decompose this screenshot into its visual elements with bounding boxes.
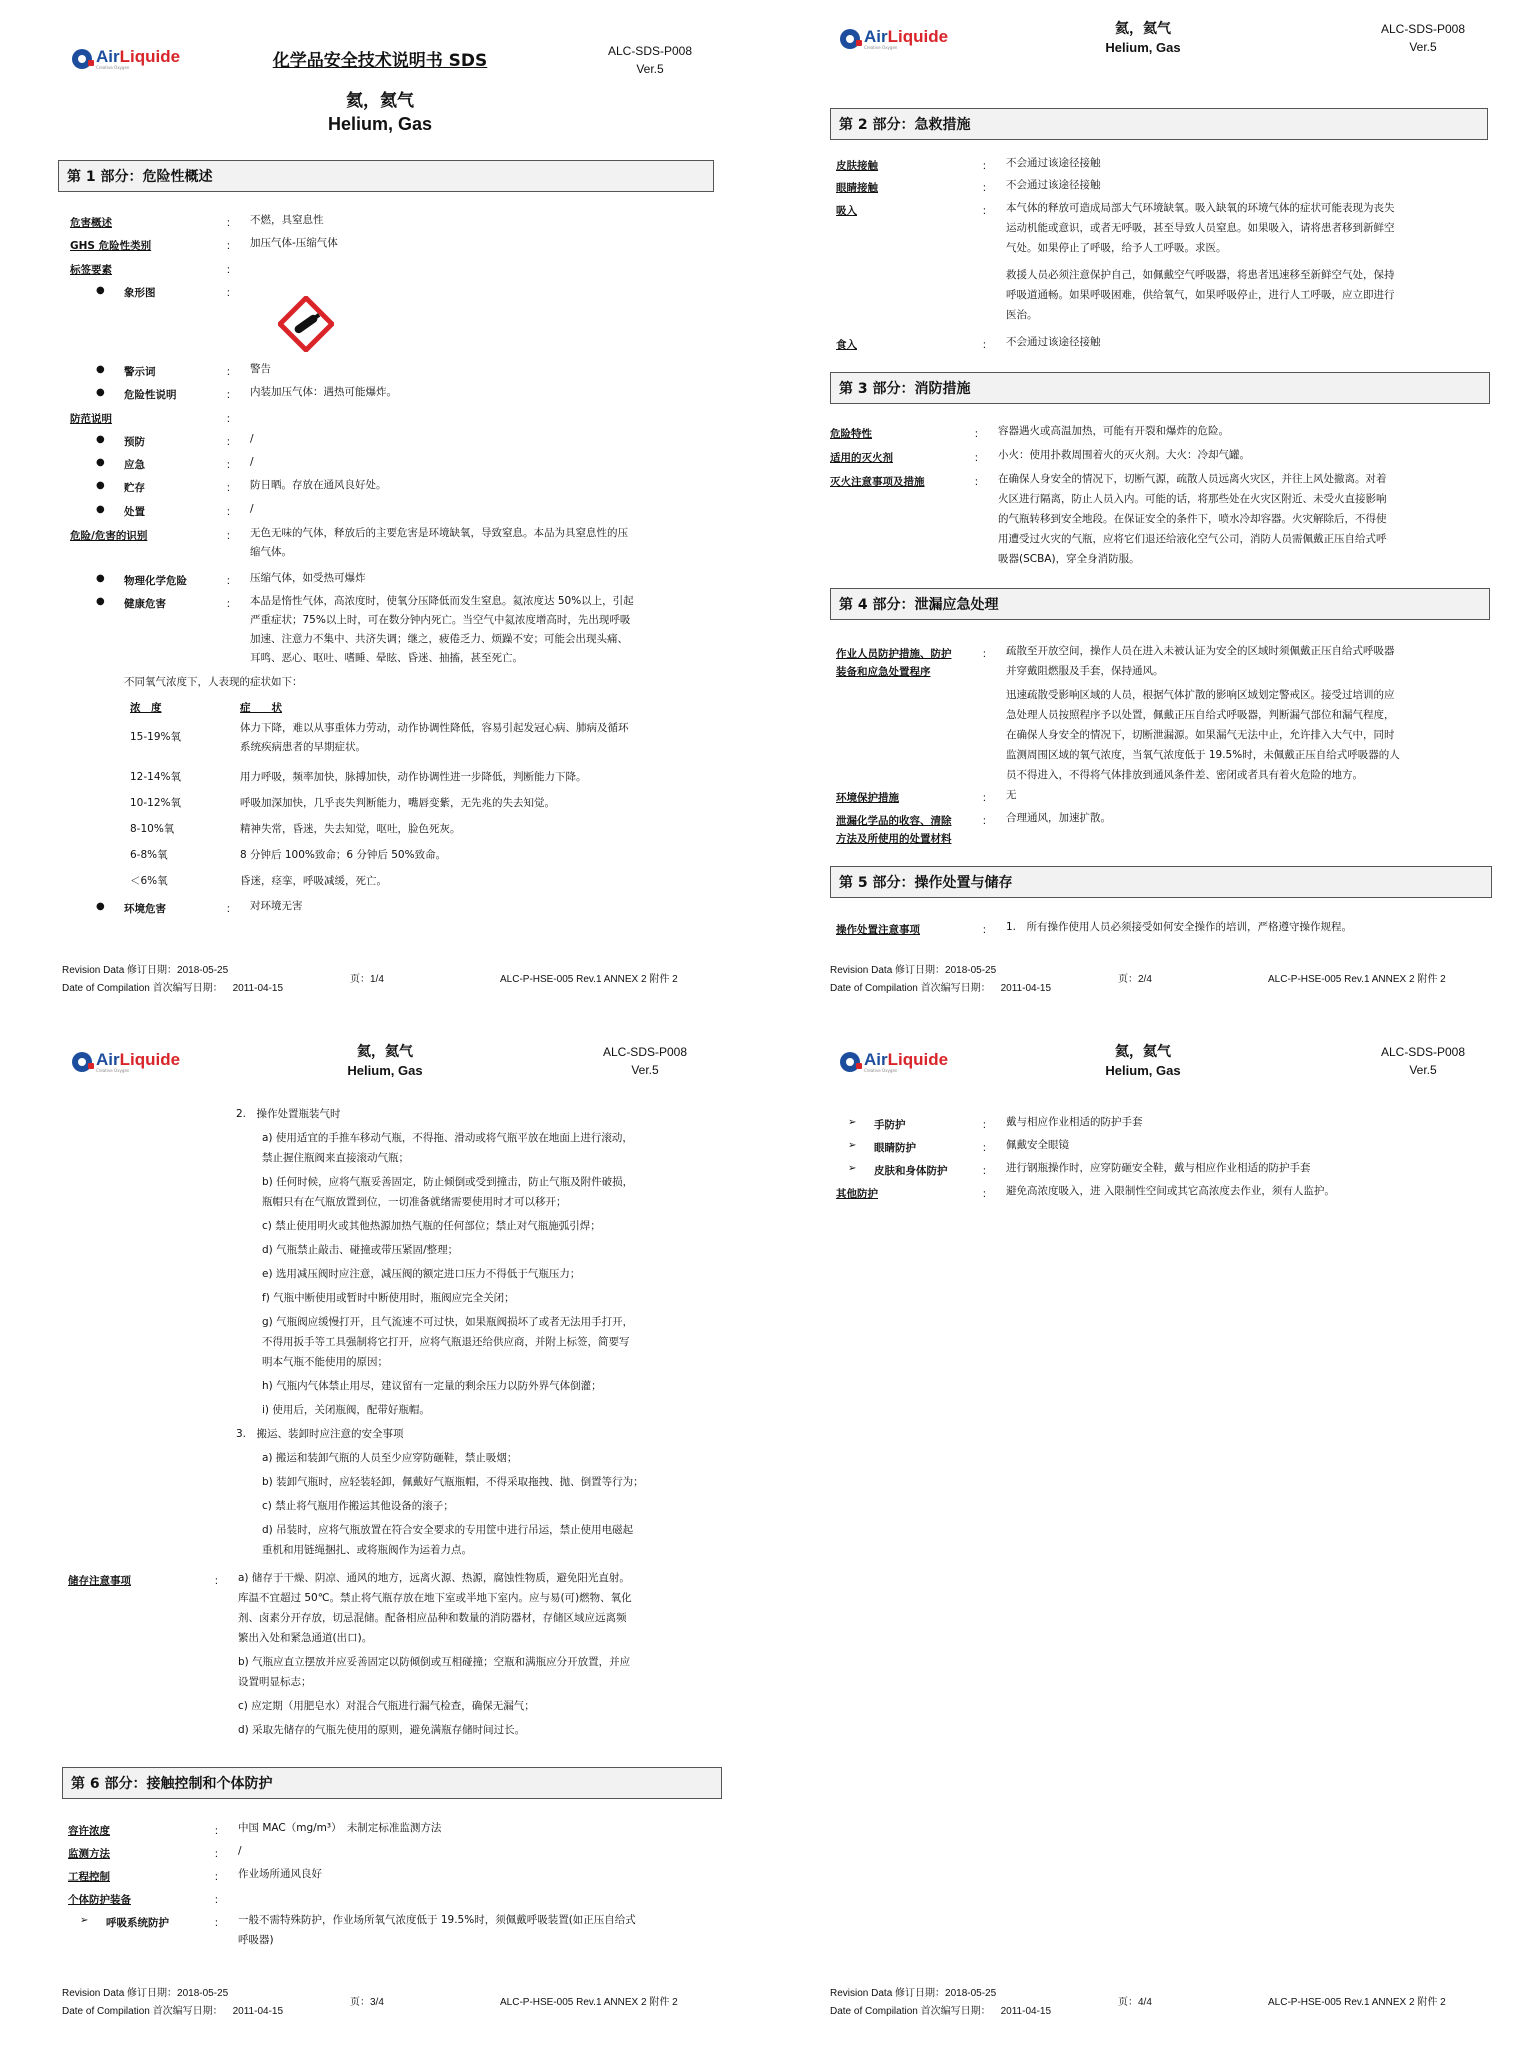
comp-date: 2011-04-15: [232, 2006, 284, 2017]
colon: ：: [226, 598, 237, 610]
physchem-value: 压缩气体，如受热可爆炸: [250, 572, 366, 584]
colon: ：: [226, 240, 237, 252]
handling-item-2: 2. 操作处置瓶装气时: [236, 1108, 341, 1120]
response-value: /: [250, 456, 254, 468]
personal-precaution-line-6: 监测周围区域的氧气浓度，当氧气浓度低于 19.5%时，未佩戴正压自给式呼吸器的人: [1006, 749, 1400, 761]
footer-annex: ALC-P-HSE-005 Rev.1 ANNEX 2 附件 2: [500, 974, 678, 985]
arrow-bullet-icon: ➢: [80, 1915, 89, 1926]
physchem-label: 物理化学危险: [124, 575, 187, 587]
handling-3d-cont: 重机和用链绳捆扎、或将瓶阀作为运着力点。: [262, 1544, 472, 1556]
colon: ：: [214, 1825, 225, 1837]
rev-date: 2018-05-25: [945, 1988, 997, 1999]
hand-protection-label: 手防护: [874, 1119, 906, 1131]
eye-protection-label: 眼睛防护: [874, 1142, 916, 1154]
storage-label: 贮存: [124, 482, 145, 494]
bullet-icon: ●: [96, 387, 105, 398]
handling-2a-cont: 禁止握住瓶阀来直接滚动气瓶；: [262, 1152, 409, 1164]
arrow-bullet-icon: ➢: [848, 1117, 857, 1128]
prevention-value: /: [250, 433, 254, 445]
inhalation-label: 吸入: [836, 205, 857, 217]
logo-mark-icon: [840, 29, 860, 49]
arrow-bullet-icon: ➢: [848, 1163, 857, 1174]
storage-a-cont2: 剂、卤素分开存放，切忌混储。配备相应品种和数量的消防器材，存储区域应远离频: [238, 1612, 627, 1624]
oxygen-symptom: 8 分钟后 100%致命；6 分钟后 50%致命。: [240, 849, 447, 861]
oxygen-conc: 6-8%氧: [130, 849, 168, 861]
footer-dates: [62, 962, 283, 998]
other-protection-value: 避免高浓度吸入，进 入限制性空间或其它高浓度去作业，须有人监护。: [1006, 1185, 1335, 1197]
engineering-control-value: 作业场所通风良好: [238, 1868, 322, 1880]
ingestion-value: 不会通过该途径接触: [1006, 336, 1101, 348]
storage-a-cont3: 繁出入处和紧急通道(出口)。: [238, 1632, 373, 1644]
colon: ：: [974, 452, 985, 464]
environment-hazard-label: 环境危害: [124, 903, 166, 915]
doc-version: Ver.5: [1409, 1063, 1437, 1077]
colon: ：: [974, 428, 985, 440]
identification-label: 危险/危害的识别: [70, 530, 148, 542]
bullet-icon: ●: [96, 457, 105, 468]
hazard-value: 不燃，具窒息性: [250, 214, 324, 226]
personal-precaution-line-1: 疏散至开放空间，操作人员在进入未被认证为安全的区域时须佩戴正压自给式呼吸器: [1006, 645, 1395, 657]
other-protection-label: 其他防护: [836, 1188, 878, 1200]
air-liquide-logo: [840, 28, 948, 50]
page-number: 页：2/4: [1118, 974, 1152, 985]
oxygen-symptom: 体力下降，难以从事重体力劳动，动作协调性降低，容易引起发冠心病、肺病及循环: [240, 722, 629, 734]
signal-word-label: 警示词: [124, 366, 156, 378]
skin-contact-value: 不会通过该途径接触: [1006, 157, 1101, 169]
inhalation-line-3: 气处。如果停止了呼吸，给予人工呼吸。求医。: [1006, 242, 1227, 254]
logo-mark-icon: [72, 1052, 92, 1072]
pictogram-label: 象形图: [124, 287, 156, 299]
ghs-label: GHS 危险性类别: [70, 240, 152, 252]
colon: ：: [226, 413, 237, 425]
firefighting-line-2: 火区进行隔离，防止人员入内。可能的话，将那些处在火灾区附近、未受火直接影响: [998, 493, 1387, 505]
doc-title-en: Helium, Gas: [1105, 1063, 1181, 1078]
comp-date: 2011-04-15: [1000, 983, 1052, 994]
ingestion-label: 食入: [836, 339, 857, 351]
page-number: 页：1/4: [350, 974, 384, 985]
respiratory-line-1: 一般不需特殊防护，作业场所氧气浓度低于 19.5%时，须佩戴呼吸装置(如正压自给式: [238, 1914, 636, 1926]
respiratory-label: 呼吸系统防护: [106, 1917, 169, 1929]
response-label: 应急: [124, 459, 145, 471]
doc-title-en: Helium, Gas: [327, 114, 433, 134]
handling-2d: d) 气瓶禁止敲击、碰撞或带压紧固/整理；: [262, 1244, 459, 1256]
handling-item-3: 3. 搬运、装卸时应注意的安全事项: [236, 1428, 404, 1440]
eye-contact-label: 眼睛接触: [836, 182, 878, 194]
respiratory-line-2: 呼吸器): [238, 1934, 274, 1946]
handling-2g: g) 气瓶阀应缓慢打开，且气流速不可过快，如果瓶阀损坏了或者无法用手打开，: [262, 1316, 634, 1328]
brand-name-a: Air: [96, 47, 120, 66]
oxygen-conc: ＜6%氧: [130, 875, 168, 887]
rev-date: 2018-05-25: [177, 965, 229, 976]
colon: ：: [982, 1165, 993, 1177]
handling-2g-cont: 不得用扳手等工具强制将它打开，应将气瓶退还给供应商，并附上标签，简要写: [262, 1336, 630, 1348]
doc-title-cn: 氦，氦气: [357, 1044, 413, 1060]
exposure-limit-label: 容许浓度: [68, 1825, 110, 1837]
colon: ：: [982, 1142, 993, 1154]
handling-3a: a) 搬运和装卸气瓶的人员至少应穿防砸鞋，禁止吸烟；: [262, 1452, 518, 1464]
signal-word-value: 警告: [250, 363, 271, 375]
health-line-2: 严重症状；75%以上时，可在数分钟内死亡。当空气中氦浓度增高时，先出现呼吸: [250, 614, 631, 626]
inhalation-line-5: 呼吸道通畅。如果呼吸困难，供给氧气，如果呼吸停止，进行人工呼吸，应立即进行: [1006, 289, 1395, 301]
eye-protection-value: 佩戴安全眼镜: [1006, 1139, 1069, 1151]
fire-danger-label: 危险特性: [830, 428, 872, 440]
health-hazard-label: 健康危害: [124, 598, 166, 610]
hazard-label: 危害概述: [70, 217, 112, 229]
page-number: 页：3/4: [350, 1997, 384, 2008]
brand-name-b: Liquide: [119, 47, 181, 66]
firefighting-line-4: 用遭受过火灾的气瓶，应将它们退还给液化空气公司，消防人员需佩戴正压自给式呼: [998, 533, 1387, 545]
exposure-limit-value: 中国 MAC（mg/m³） 未制定标准监测方法: [238, 1822, 442, 1834]
brand-tagline: Creative Oxygen: [96, 1068, 130, 1073]
air-liquide-logo: [72, 1051, 180, 1073]
hazard-statement-label: 危险性说明: [124, 389, 177, 401]
prevention-label: 预防: [124, 436, 145, 448]
section-1-header: 第 1 部分：危险性概述: [58, 160, 714, 192]
air-liquide-logo: [72, 48, 180, 70]
personal-precaution-line-5: 在确保人身安全的情况下，切断泄漏源。如果漏气无法中止，允许排入大气中，同时: [1006, 729, 1395, 741]
colon: ：: [982, 924, 993, 936]
doc-code: ALC-SDS-P008: [1380, 1045, 1466, 1059]
handling-3d: d) 吊装时，应将气瓶放置在符合安全要求的专用筐中进行吊运，禁止使用电磁起: [262, 1524, 634, 1536]
doc-version: Ver.5: [636, 62, 664, 76]
containment-label-2: 方法及所使用的处置材料: [836, 833, 952, 845]
colon: ：: [226, 459, 237, 471]
handling-2f: f) 气瓶中断使用或暂时中断使用时，瓶阀应完全关闭；: [262, 1292, 515, 1304]
colon: ：: [226, 389, 237, 401]
doc-title-main: 化学品安全技术说明书 SDS: [272, 51, 488, 71]
brand-name-a: Air: [96, 1050, 120, 1069]
rev-label: Revision Data 修订日期：: [62, 1988, 178, 1999]
air-liquide-logo: [840, 1051, 948, 1073]
handling-2i: i) 使用后，关闭瓶阀，配带好瓶帽。: [262, 1404, 430, 1416]
oxygen-col-header-conc: 浓 度: [130, 702, 162, 714]
rev-label: Revision Data 修订日期：: [830, 965, 946, 976]
doc-id-block: [580, 1043, 710, 1079]
gas-cylinder-pictogram-icon: [278, 296, 334, 352]
health-line-1: 本品是惰性气体，高浓度时，使氧分压降低而发生窒息。氦浓度达 50%以上，引起: [250, 595, 634, 607]
doc-id-block: [1358, 20, 1488, 56]
handling-2h: h) 气瓶内气体禁止用尽，建议留有一定量的剩余压力以防外界气体倒灌；: [262, 1380, 602, 1392]
eye-contact-value: 不会通过该途径接触: [1006, 179, 1101, 191]
colon: ：: [214, 1871, 225, 1883]
page-number: 页：4/4: [1118, 1997, 1152, 2008]
firefighting-line-1: 在确保人身安全的情况下，切断气源，疏散人员远离火灾区，并往上风处撤离。对着: [998, 473, 1387, 485]
colon: ：: [226, 903, 237, 915]
doc-title-en: Helium, Gas: [1105, 40, 1181, 55]
personal-precaution-label-1: 作业人员防护措施、防护: [836, 648, 952, 660]
handling-item-1: 1. 所有操作使用人员必须接受如何安全操作的培训，严格遵守操作规程。: [1006, 921, 1353, 933]
colon: ：: [982, 1119, 993, 1131]
oxygen-conc: 15-19%氧: [130, 731, 181, 743]
rev-label: Revision Data 修订日期：: [830, 1988, 946, 1999]
bullet-icon: ●: [96, 434, 105, 445]
storage-precaution-label: 储存注意事项: [68, 1575, 131, 1587]
oxygen-conc: 8-10%氧: [130, 823, 175, 835]
colon: ：: [226, 482, 237, 494]
brand-name-b: Liquide: [887, 1050, 949, 1069]
engineering-control-label: 工程控制: [68, 1871, 110, 1883]
section-4-header: 第 4 部分：泄漏应急处理: [830, 588, 1490, 620]
health-line-3: 加速、注意力不集中、共济失调；继之，疲倦乏力、烦躁不安；可能会出现头痛、: [250, 633, 628, 645]
storage-b: b) 气瓶应直立摆放并应妥善固定以防倾倒或互相碰撞；空瓶和满瓶应分开放置，并应: [238, 1656, 631, 1668]
inhalation-line-4: 救援人员必须注意保护自己，如佩戴空气呼吸器，将患者迅速移至新鲜空气处，保持: [1006, 269, 1395, 281]
inhalation-line-2: 运动机能或意识，或者无呼吸，甚至导致人员窒息。如果吸入，请将患者移到新鲜空: [1006, 222, 1395, 234]
identification-value-1: 无色无味的气体，释放后的主要危害是环境缺氧，导致窒息。本品为具窒息性的压: [250, 527, 628, 539]
environment-hazard-value: 对环境无害: [250, 900, 303, 912]
handling-2a: a) 使用适宜的手推车移动气瓶，不得拖、滑动或将气瓶平放在地面上进行滚动，: [262, 1132, 633, 1144]
oxygen-symptom: 呼吸加深加快，几乎丧失判断能力，嘴唇变紫，无先兆的失去知觉。: [240, 797, 555, 809]
colon: ：: [226, 217, 237, 229]
brand-name-b: Liquide: [887, 27, 949, 46]
arrow-bullet-icon: ➢: [848, 1140, 857, 1151]
colon: ：: [974, 476, 985, 488]
precaution-label: 防范说明: [70, 413, 112, 425]
firefighting-line-3: 的气瓶转移到安全地段。在保证安全的条件下，喷水冷却容器。火灾解除后，不得使: [998, 513, 1387, 525]
comp-label: Date of Compilation 首次编写日期：: [62, 983, 223, 994]
doc-version: Ver.5: [631, 1063, 659, 1077]
doc-code: ALC-SDS-P008: [1380, 22, 1466, 36]
bullet-icon: ●: [96, 480, 105, 491]
brand-tagline: Creative Oxygen: [96, 65, 130, 70]
oxygen-symptom: 用力呼吸，频率加快，脉搏加快，动作协调性进一步降低，判断能力下降。: [240, 771, 587, 783]
brand-tagline: Creative Oxygen: [864, 45, 898, 50]
hazard-statement-value: 内装加压气体：遇热可能爆炸。: [250, 386, 397, 398]
colon: ：: [226, 530, 237, 542]
env-protection-value: 无: [1006, 789, 1017, 801]
rev-date: 2018-05-25: [177, 1988, 229, 1999]
footer-dates: [830, 1985, 1051, 2021]
doc-version: Ver.5: [1409, 40, 1437, 54]
env-protection-label: 环境保护措施: [836, 792, 899, 804]
doc-title-en: Helium, Gas: [347, 1063, 423, 1078]
comp-date: 2011-04-15: [232, 983, 284, 994]
page-1: [0, 0, 768, 1023]
storage-value: 防日晒。存放在通风良好处。: [250, 479, 387, 491]
page-3: [0, 1023, 768, 2046]
handling-2c: c) 禁止使用明火或其他热源加热气瓶的任何部位；禁止对气瓶施弧引焊；: [262, 1220, 601, 1232]
colon: ：: [214, 1917, 225, 1929]
handling-2b: b) 任何时候，应将气瓶妥善固定，防止倾倒或受到撞击，防止气瓶及附件破损，: [262, 1176, 634, 1188]
footer-annex: ALC-P-HSE-005 Rev.1 ANNEX 2 附件 2: [500, 1997, 678, 2008]
health-line-4: 耳鸣、恶心、呕吐、嗜睡、晕眩、昏迷、抽搐，甚至死亡。: [250, 652, 523, 664]
colon: ：: [982, 205, 993, 217]
colon: ：: [226, 287, 237, 299]
comp-label: Date of Compilation 首次编写日期：: [830, 983, 991, 994]
colon: ：: [226, 366, 237, 378]
ppe-label: 个体防护装备: [68, 1894, 131, 1906]
handling-precaution-label: 操作处置注意事项: [836, 924, 920, 936]
logo-mark-icon: [840, 1052, 860, 1072]
oxygen-symptom: 昏迷，痉挛，呼吸减缓，死亡。: [240, 875, 387, 887]
colon: ：: [214, 1848, 225, 1860]
comp-date: 2011-04-15: [1000, 2006, 1052, 2017]
colon: ：: [982, 1188, 993, 1200]
colon: ：: [982, 648, 993, 660]
doc-title-cn: 氦，氦气: [346, 91, 414, 111]
brand-tagline: Creative Oxygen: [864, 1068, 898, 1073]
doc-id-block: [600, 42, 700, 78]
inhalation-line-1: 本气体的释放可造成局部大气环境缺氧。吸入缺氧的环境气体的症状可能表现为丧失: [1006, 202, 1395, 214]
hand-protection-value: 戴与相应作业相适的防护手套: [1006, 1116, 1143, 1128]
colon: ：: [226, 436, 237, 448]
page-2: [768, 0, 1536, 1023]
colon: ：: [982, 792, 993, 804]
section-6-header: 第 6 部分：接触控制和个体防护: [62, 1767, 722, 1799]
colon: ：: [982, 815, 993, 827]
containment-label-1: 泄漏化学品的收容、清除: [836, 815, 952, 827]
personal-precaution-label-2: 装备和应急处置程序: [836, 666, 931, 678]
colon: ：: [226, 506, 237, 518]
oxygen-symptom: 系统疾病患者的早期症状。: [240, 741, 366, 753]
rev-label: Revision Data 修订日期：: [62, 965, 178, 976]
bullet-icon: ●: [96, 573, 105, 584]
footer-dates: [830, 962, 1051, 998]
handling-2b-cont: 瓶帽只有在气瓶放置到位，一切准备就绪需要使用时才可以移开；: [262, 1196, 567, 1208]
colon: ：: [982, 160, 993, 172]
brand-name-a: Air: [864, 27, 888, 46]
logo-mark-icon: [72, 49, 92, 69]
oxygen-col-header-symptom: 症 状: [240, 702, 282, 714]
fire-danger-value: 容器遇火或高温加热，可能有开裂和爆炸的危险。: [998, 425, 1229, 437]
storage-d: d) 采取先储存的气瓶先使用的原则，避免满瓶存储时间过长。: [238, 1724, 526, 1736]
doc-code: ALC-SDS-P008: [607, 44, 693, 58]
rev-date: 2018-05-25: [945, 965, 997, 976]
monitoring-value: /: [238, 1845, 242, 1857]
bullet-icon: ●: [96, 364, 105, 375]
skin-protection-value: 进行钢瓶操作时，应穿防砸安全鞋，戴与相应作业相适的防护手套: [1006, 1162, 1311, 1174]
doc-code: ALC-SDS-P008: [602, 1045, 688, 1059]
storage-a-cont: 库温不宜超过 50℃。禁止将气瓶存放在地下室或半地下室内。应与易(可)燃物、氧化: [238, 1592, 632, 1604]
page-4: [768, 1023, 1536, 2046]
colon: ：: [982, 182, 993, 194]
skin-contact-label: 皮肤接触: [836, 160, 878, 172]
colon: ：: [226, 264, 237, 276]
extinguisher-label: 适用的灭火剂: [830, 452, 893, 464]
doc-title-cn: 氦，氦气: [1115, 21, 1171, 37]
storage-a: a) 储存于干燥、阴凉、通风的地方，远离火源、热源，腐蚀性物质，避免阳光直射。: [238, 1572, 630, 1584]
identification-value-2: 缩气体。: [250, 546, 292, 558]
oxygen-conc: 12-14%氧: [130, 771, 181, 783]
doc-title-cn: 氦，氦气: [1115, 1044, 1171, 1060]
section-5-header: 第 5 部分：操作处置与储存: [830, 866, 1492, 898]
bullet-icon: ●: [96, 596, 105, 607]
handling-2e: e) 选用减压阀时应注意，减压阀的额定进口压力不得低于气瓶压力；: [262, 1268, 581, 1280]
label-elements-label: 标签要素: [70, 264, 112, 276]
colon: ：: [214, 1575, 225, 1587]
oxygen-symptom: 精神失常，昏迷，失去知觉，呕吐，脸色死灰。: [240, 823, 461, 835]
disposal-label: 处置: [124, 506, 145, 518]
ghs-value: 加压气体-压缩气体: [250, 237, 338, 249]
comp-label: Date of Compilation 首次编写日期：: [62, 2006, 223, 2017]
oxygen-conc: 10-12%氧: [130, 797, 181, 809]
bullet-icon: ●: [96, 901, 105, 912]
comp-label: Date of Compilation 首次编写日期：: [830, 2006, 991, 2017]
colon: ：: [214, 1894, 225, 1906]
storage-b-cont: 设置明显标志；: [238, 1676, 312, 1688]
containment-value: 合理通风，加速扩散。: [1006, 812, 1111, 824]
colon: ：: [226, 575, 237, 587]
monitoring-label: 监测方法: [68, 1848, 110, 1860]
footer-annex: ALC-P-HSE-005 Rev.1 ANNEX 2 附件 2: [1268, 1997, 1446, 2008]
inhalation-line-6: 医治。: [1006, 309, 1038, 321]
skin-protection-label: 皮肤和身体防护: [874, 1165, 948, 1177]
footer-dates: [62, 1985, 283, 2021]
handling-2g-cont2: 明本气瓶不能使用的原因；: [262, 1356, 388, 1368]
handling-3c: c) 禁止将气瓶用作搬运其他设备的滚子；: [262, 1500, 454, 1512]
personal-precaution-line-7: 员不得进入，不得将气体排放到通风条件差、密闭或者具有着火危险的地方。: [1006, 769, 1363, 781]
oxygen-intro: 不同氧气浓度下，人表现的症状如下：: [124, 676, 303, 688]
section-2-header: 第 2 部分：急救措施: [830, 108, 1488, 140]
firefighting-label: 灭火注意事项及措施: [830, 476, 925, 488]
storage-c: c) 应定期（用肥皂水）对混合气瓶进行漏气检查，确保无漏气；: [238, 1700, 535, 1712]
colon: ：: [982, 339, 993, 351]
section-3-header: 第 3 部分：消防措施: [830, 372, 1490, 404]
disposal-value: /: [250, 503, 254, 515]
personal-precaution-line-3: 迅速疏散受影响区域的人员，根据气体扩散的影响区域划定警戒区。接受过培训的应: [1006, 689, 1395, 701]
brand-name-b: Liquide: [119, 1050, 181, 1069]
personal-precaution-line-2: 并穿戴阻燃服及手套，保持通风。: [1006, 665, 1164, 677]
handling-3b: b) 装卸气瓶时，应轻装轻卸，佩戴好气瓶瓶帽，不得采取拖拽、抛、倒置等行为；: [262, 1476, 644, 1488]
doc-id-block: [1358, 1043, 1488, 1079]
footer-annex: ALC-P-HSE-005 Rev.1 ANNEX 2 附件 2: [1268, 974, 1446, 985]
bullet-icon: ●: [96, 504, 105, 515]
extinguisher-value: 小火：使用扑救周围着火的灭火剂。大火：冷却气罐。: [998, 449, 1250, 461]
brand-name-a: Air: [864, 1050, 888, 1069]
bullet-icon: ●: [96, 285, 105, 296]
firefighting-line-5: 吸器(SCBA)，穿全身消防服。: [998, 553, 1140, 565]
personal-precaution-line-4: 急处理人员按照程序予以处置，佩戴正压自给式呼吸器，判断漏气部位和漏气程度，: [1006, 709, 1395, 721]
